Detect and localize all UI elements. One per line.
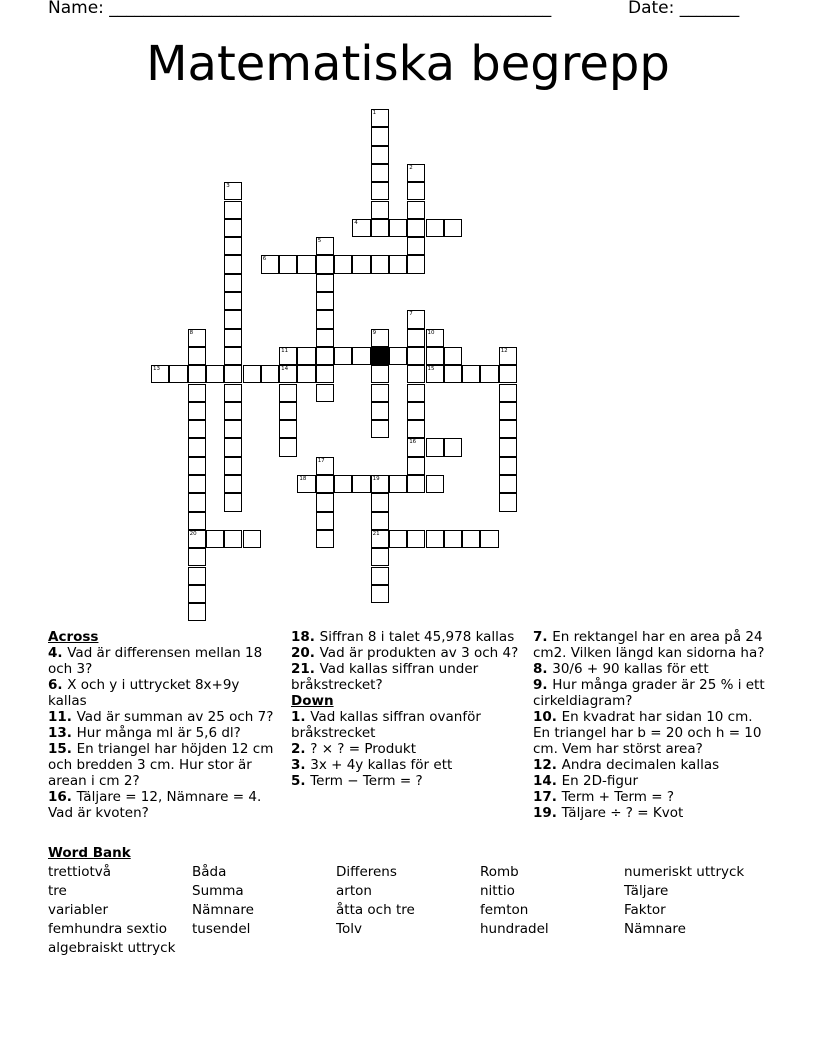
clue-text: Hur många grader är 25 % i ett cirkeldiagram? — [533, 677, 765, 709]
crossword-cell[interactable] — [371, 365, 389, 383]
crossword-cell[interactable] — [499, 420, 517, 438]
name-field[interactable]: Name: ____________________________________________________ — [48, 0, 552, 18]
crossword-cell[interactable] — [188, 347, 206, 365]
crossword-cell[interactable] — [224, 347, 242, 365]
clue-text: En 2D-figur — [561, 773, 639, 789]
clue-number-label: 11. — [48, 709, 77, 725]
clue — [48, 789, 278, 821]
crossword-cell[interactable] — [188, 493, 206, 511]
crossword-cell[interactable] — [243, 365, 261, 383]
crossword-cell[interactable] — [480, 530, 498, 548]
crossword-cell[interactable] — [480, 365, 498, 383]
crossword-cell[interactable] — [371, 402, 389, 420]
crossword-cell[interactable] — [407, 438, 425, 456]
crossword-cell[interactable] — [224, 182, 242, 200]
page-title: Matematiska begrepp — [146, 36, 670, 92]
crossword-cell[interactable] — [224, 219, 242, 237]
crossword-cell[interactable] — [188, 530, 206, 548]
crossword-cell[interactable] — [224, 530, 242, 548]
word-bank-item: trettiotvå — [48, 864, 112, 880]
clue-number: 16 — [409, 439, 417, 446]
clue-text: Täljare = 12, Nämnare = 4. Vad är kvoten? — [48, 789, 262, 821]
crossword-cell[interactable] — [389, 255, 407, 273]
crossword-cell[interactable] — [389, 347, 407, 365]
crossword-cell[interactable] — [316, 512, 334, 530]
clue-number: 9 — [372, 329, 377, 336]
clue-text: Vad är differensen mellan 18 och 3? — [48, 645, 263, 677]
word-bank-item: algebraiskt uttryck — [48, 940, 176, 956]
clue-number-label: 21. — [291, 661, 320, 677]
crossword-cell[interactable] — [407, 384, 425, 402]
clue-number-label: 18. — [291, 629, 320, 645]
clue — [291, 709, 523, 741]
clue-number-label: 12. — [533, 757, 562, 773]
crossword-cell[interactable] — [224, 292, 242, 310]
clue-text: 3x + 4y kallas för ett — [310, 757, 453, 773]
clue-number-label: 19. — [533, 805, 562, 821]
clue-number: 20 — [189, 530, 197, 537]
clue-number: 18 — [299, 476, 307, 482]
crossword-cell[interactable] — [389, 475, 407, 493]
clue — [533, 629, 765, 661]
crossword-cell[interactable] — [224, 237, 242, 255]
clue-number: 8 — [189, 329, 194, 336]
crossword-cell[interactable] — [371, 420, 389, 438]
word-bank-item: Nämnare — [624, 921, 686, 937]
clue — [533, 677, 765, 709]
clue-number-label: 14. — [533, 773, 562, 789]
crossword-cell[interactable] — [316, 255, 334, 273]
crossword-cell[interactable] — [279, 420, 297, 438]
crossword-cell[interactable] — [279, 365, 297, 383]
clue-number-label: 2. — [291, 741, 311, 757]
clue-number-label: 5. — [291, 773, 311, 789]
clue — [533, 709, 765, 757]
crossword-cell[interactable] — [389, 530, 407, 548]
clue-number: 21 — [372, 530, 380, 537]
word-bank-item: tusendel — [192, 921, 251, 937]
clue-number-label: 17. — [533, 789, 562, 805]
crossword-cell[interactable] — [316, 329, 334, 347]
crossword-cell[interactable] — [462, 365, 480, 383]
crossword-cell[interactable] — [316, 457, 334, 475]
clue — [291, 757, 523, 773]
crossword-cell[interactable] — [407, 219, 425, 237]
crossword-cell[interactable] — [188, 365, 206, 383]
crossword-cell[interactable] — [334, 255, 352, 273]
crossword-cell[interactable] — [224, 329, 242, 347]
crossword-cell[interactable] — [426, 530, 444, 548]
crossword-cell[interactable] — [188, 329, 206, 347]
crossword-cell[interactable] — [371, 585, 389, 603]
crossword-cell[interactable] — [261, 365, 279, 383]
clue-text: Siffran 8 i talet 45,978 kallas — [319, 629, 515, 645]
crossword-cell[interactable] — [188, 420, 206, 438]
clue-number: 3 — [226, 183, 230, 190]
clue-number-label: 9. — [533, 677, 553, 693]
crossword-cell[interactable] — [188, 585, 206, 603]
down-heading: Down — [291, 693, 334, 709]
clue-number: 1 — [372, 110, 377, 116]
word-bank-item: femton — [480, 902, 529, 918]
word-bank-item: Täljare — [624, 883, 669, 899]
clue-column-2 — [291, 629, 523, 789]
clue-number: 14 — [281, 366, 289, 373]
crossword-cell[interactable] — [279, 438, 297, 456]
crossword-cell[interactable] — [426, 475, 444, 493]
crossword-cell[interactable] — [224, 493, 242, 511]
crossword-cell[interactable] — [426, 329, 444, 347]
crossword-cell[interactable] — [371, 329, 389, 347]
crossword-cell[interactable] — [444, 365, 462, 383]
clue-number-label: 4. — [48, 645, 68, 661]
word-bank-item: hundradel — [480, 921, 549, 937]
word-bank-heading: Word Bank — [48, 845, 131, 861]
crossword-cell[interactable] — [407, 365, 425, 383]
crossword-cell[interactable] — [224, 402, 242, 420]
crossword-cell[interactable] — [316, 475, 334, 493]
clue-number: 17 — [317, 457, 325, 464]
crossword-cell[interactable] — [316, 274, 334, 292]
clue-text: Andra decimalen kallas — [561, 757, 720, 773]
clue-number-label: 20. — [291, 645, 320, 661]
crossword-cell[interactable] — [371, 493, 389, 511]
word-bank-item: Summa — [192, 883, 244, 899]
clue-number: 19 — [372, 476, 380, 482]
crossword-cell[interactable] — [279, 384, 297, 402]
crossword-cell[interactable] — [297, 347, 315, 365]
crossword-cell[interactable] — [499, 438, 517, 456]
crossword-cell[interactable] — [499, 402, 517, 420]
clue — [48, 645, 278, 677]
crossword-cell[interactable] — [188, 603, 206, 621]
crossword-cell[interactable] — [426, 365, 444, 383]
crossword-cell[interactable] — [499, 493, 517, 511]
crossword-cell[interactable] — [407, 237, 425, 255]
clue-number: 11 — [281, 347, 289, 354]
clue-text: Vad kallas siffran under bråkstrecket? — [291, 661, 479, 693]
clue-number: 13 — [153, 366, 160, 373]
clue-number-label: 6. — [48, 677, 68, 693]
clue-number-label: 7. — [533, 629, 553, 645]
crossword-cell[interactable] — [316, 530, 334, 548]
clue-number-label: 10. — [533, 709, 562, 725]
clue-number: 5 — [317, 238, 322, 245]
crossword-cell[interactable] — [371, 109, 389, 127]
crossword-cell[interactable] — [371, 127, 389, 145]
clue — [533, 661, 765, 677]
crossword-cell[interactable] — [297, 475, 315, 493]
word-bank-item: Tolv — [336, 921, 362, 937]
crossword-cell[interactable] — [224, 438, 242, 456]
word-bank-item: Faktor — [624, 902, 666, 918]
clue-number-label: 15. — [48, 741, 77, 757]
word-bank-item: Nämnare — [192, 902, 254, 918]
crossword-cell[interactable] — [261, 255, 279, 273]
crossword-cell[interactable] — [224, 365, 242, 383]
crossword-cell[interactable] — [188, 457, 206, 475]
crossword-cell[interactable] — [407, 255, 425, 273]
clue-number: 10 — [427, 329, 435, 336]
crossword-cell[interactable] — [352, 255, 370, 273]
clue-column-3 — [533, 629, 765, 821]
word-bank-item: nittio — [480, 883, 515, 899]
clue — [291, 629, 523, 645]
crossword-cell[interactable] — [371, 201, 389, 219]
word-bank-item: femhundra sextio — [48, 921, 167, 937]
crossword-cell[interactable] — [188, 567, 206, 585]
clue-number-label: 16. — [48, 789, 77, 805]
crossword-cell[interactable] — [352, 219, 370, 237]
crossword-cell[interactable] — [206, 530, 224, 548]
crossword-cell[interactable] — [407, 310, 425, 328]
crossword-cell[interactable] — [316, 493, 334, 511]
crossword-cell[interactable] — [371, 512, 389, 530]
crossword-cell[interactable] — [371, 182, 389, 200]
clue-text: Vad är summan av 25 och 7? — [76, 709, 274, 725]
word-bank-item: åtta och tre — [336, 902, 415, 918]
clue — [291, 773, 523, 789]
across-heading: Across — [48, 629, 99, 645]
crossword-cell[interactable] — [371, 384, 389, 402]
word-bank-item: Romb — [480, 864, 519, 880]
crossword-cell[interactable] — [316, 310, 334, 328]
crossword-cell[interactable] — [407, 182, 425, 200]
crossword-cell[interactable] — [188, 384, 206, 402]
crossword-cell[interactable] — [407, 530, 425, 548]
crossword-cell[interactable] — [279, 255, 297, 273]
crossword-cell[interactable] — [499, 365, 517, 383]
crossword-cell[interactable] — [316, 292, 334, 310]
crossword-cell[interactable] — [224, 310, 242, 328]
crossword-cell[interactable] — [316, 384, 334, 402]
crossword-cell[interactable] — [224, 457, 242, 475]
across-clues — [48, 629, 278, 821]
crossword-cell[interactable] — [243, 530, 261, 548]
word-bank-item: arton — [336, 883, 372, 899]
crossword-cell[interactable] — [188, 475, 206, 493]
crossword-cell[interactable] — [371, 255, 389, 273]
crossword-cell[interactable] — [352, 475, 370, 493]
crossword-cell[interactable] — [444, 347, 462, 365]
crossword-cell[interactable] — [371, 530, 389, 548]
crossword-cell[interactable] — [371, 146, 389, 164]
crossword-cell[interactable] — [407, 329, 425, 347]
clue-text: En kvadrat har sidan 10 cm. En triangel har b = 20 och h = 10 cm. Vem har störst area? — [533, 709, 762, 757]
black-cell — [371, 347, 389, 365]
clue-number: 15 — [427, 366, 435, 373]
clue-text: En rektangel har en area på 24 cm2. Vilken längd kan sidorna ha? — [533, 629, 765, 661]
clue-number: 6 — [262, 256, 267, 263]
clue-number-label: 8. — [533, 661, 553, 677]
crossword-cell[interactable] — [371, 164, 389, 182]
crossword-cell[interactable] — [407, 457, 425, 475]
clue-number: 2 — [409, 164, 413, 171]
crossword-cell[interactable] — [444, 219, 462, 237]
crossword-cell[interactable] — [188, 402, 206, 420]
clue-text: ? × ? = Produkt — [310, 741, 417, 757]
crossword-cell[interactable] — [188, 548, 206, 566]
crossword-cell[interactable] — [426, 347, 444, 365]
word-bank-item: variabler — [48, 902, 109, 918]
crossword-cell[interactable] — [316, 347, 334, 365]
crossword-cell[interactable] — [188, 512, 206, 530]
word-bank-item: tre — [48, 883, 67, 899]
clue-text: X och y i uttrycket 8x+9y kallas — [48, 677, 240, 709]
clue-text: Term + Term = ? — [561, 789, 675, 805]
clue-number: 4 — [354, 219, 358, 226]
clue-number: 12 — [500, 347, 508, 354]
clue — [291, 661, 523, 693]
clue — [48, 741, 278, 789]
clue-text: Term − Term = ? — [310, 773, 423, 789]
crossword-cell[interactable] — [224, 475, 242, 493]
crossword-cell[interactable] — [407, 420, 425, 438]
crossword-cell[interactable] — [407, 164, 425, 182]
clue-text: Vad kallas siffran ovanför bråkstrecket — [291, 709, 481, 741]
crossword-cell[interactable] — [444, 438, 462, 456]
crossword-cell[interactable] — [371, 219, 389, 237]
crossword-cell[interactable] — [224, 384, 242, 402]
crossword-cell[interactable] — [426, 219, 444, 237]
crossword-cell[interactable] — [499, 384, 517, 402]
crossword-cell[interactable] — [297, 365, 315, 383]
crossword-cell[interactable] — [334, 347, 352, 365]
clue — [533, 757, 765, 773]
crossword-cell[interactable] — [371, 475, 389, 493]
clue-number-label: 1. — [291, 709, 311, 725]
crossword-cell[interactable] — [407, 201, 425, 219]
crossword-cell[interactable] — [151, 365, 169, 383]
crossword-cell[interactable] — [188, 438, 206, 456]
clue — [533, 805, 765, 821]
clue — [533, 773, 765, 789]
clue — [48, 709, 278, 725]
crossword-cell[interactable] — [169, 365, 187, 383]
clue-number-label: 3. — [291, 757, 311, 773]
clue — [48, 725, 278, 741]
crossword-cell[interactable] — [499, 347, 517, 365]
clue-text: Hur många ml är 5,6 dl? — [76, 725, 241, 741]
crossword-cell[interactable] — [224, 420, 242, 438]
crossword-cell[interactable] — [499, 475, 517, 493]
date-field[interactable]: Date: _______ — [628, 0, 740, 18]
crossword-cell[interactable] — [371, 548, 389, 566]
clue-text: 30/6 + 90 kallas för ett — [552, 661, 709, 677]
crossword-cell[interactable] — [407, 347, 425, 365]
clue-number-label: 13. — [48, 725, 77, 741]
crossword-cell[interactable] — [316, 365, 334, 383]
clue-text: Täljare ÷ ? = Kvot — [561, 805, 684, 821]
crossword-cell[interactable] — [389, 219, 407, 237]
crossword-cell[interactable] — [444, 530, 462, 548]
crossword-cell[interactable] — [352, 347, 370, 365]
clue — [291, 645, 523, 661]
crossword-cell[interactable] — [334, 475, 352, 493]
crossword-cell[interactable] — [462, 530, 480, 548]
crossword-cell[interactable] — [371, 567, 389, 585]
crossword-cell[interactable] — [224, 201, 242, 219]
clue-text: En triangel har höjden 12 cm och bredden 3 cm. Hur stor är arean i cm 2? — [48, 741, 274, 789]
clue — [48, 677, 278, 709]
crossword-cell[interactable] — [499, 457, 517, 475]
crossword-cell[interactable] — [426, 438, 444, 456]
crossword-cell[interactable] — [279, 402, 297, 420]
crossword-cell[interactable] — [297, 255, 315, 273]
crossword-cell[interactable] — [407, 402, 425, 420]
word-bank-item: Differens — [336, 864, 397, 880]
crossword-cell[interactable] — [407, 475, 425, 493]
clue-text: Vad är produkten av 3 och 4? — [319, 645, 519, 661]
clue-number: 7 — [409, 311, 413, 318]
crossword-cell[interactable] — [206, 365, 224, 383]
crossword-cell[interactable] — [316, 237, 334, 255]
crossword-cell[interactable] — [224, 255, 242, 273]
clue — [291, 741, 523, 757]
clue — [533, 789, 765, 805]
crossword-cell[interactable] — [279, 347, 297, 365]
word-bank-item: Båda — [192, 864, 227, 880]
crossword-cell[interactable] — [224, 274, 242, 292]
word-bank-item: numeriskt uttryck — [624, 864, 745, 880]
